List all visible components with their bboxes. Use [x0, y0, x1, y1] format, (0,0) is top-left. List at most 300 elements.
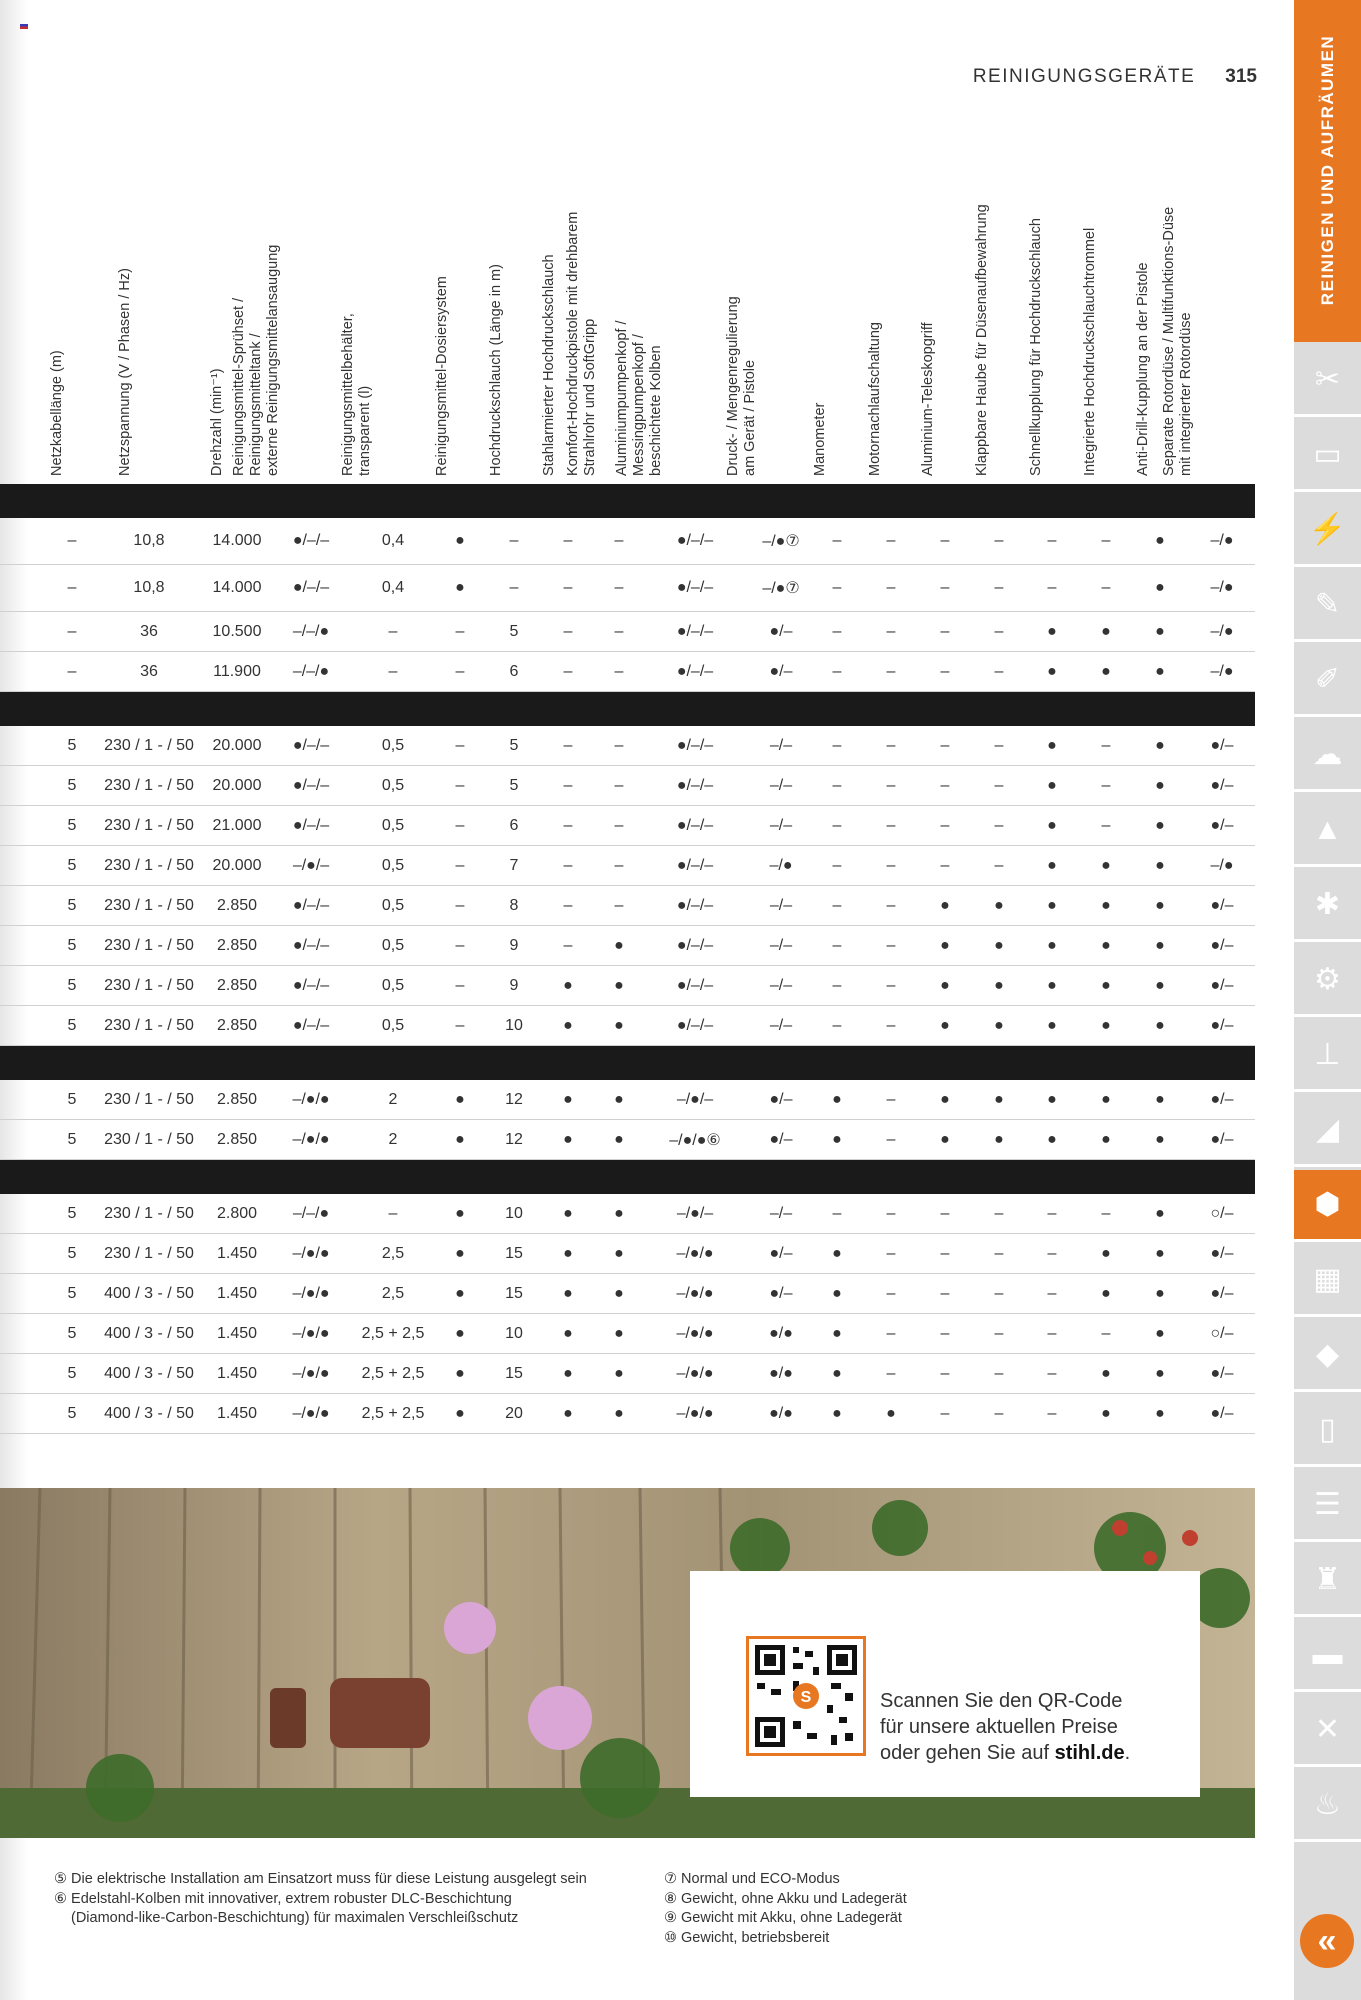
table-cell: 0,5 — [381, 936, 405, 954]
table-cell: ●/– — [769, 1130, 793, 1148]
table-cell: ● — [455, 1244, 465, 1262]
table-cell: –/●/● — [292, 1284, 330, 1302]
table-cell: ● — [832, 1284, 842, 1302]
table-cell: 15 — [505, 1244, 523, 1262]
sidebar-item-book[interactable] — [1294, 1470, 1361, 1542]
table-cell: 10,8 — [133, 532, 165, 549]
brushcutter-icon: ✱ — [1314, 888, 1341, 921]
table-cell: – — [67, 579, 77, 596]
sidebar-item-trimmer[interactable] — [1294, 645, 1361, 717]
table-cell: – — [994, 856, 1004, 874]
table-cell: ● — [1155, 532, 1165, 549]
table-cell: 14.000 — [212, 579, 262, 596]
table-cell: –/●⑦ — [762, 580, 800, 597]
table-cell: 15 — [505, 1364, 523, 1382]
table-cell: – — [994, 816, 1004, 834]
svg-text:S: S — [800, 1689, 812, 1706]
table-cell: – — [455, 776, 465, 794]
table-cell: – — [614, 816, 624, 834]
sidebar-item-pressure-washer[interactable] — [1294, 1170, 1361, 1242]
table-cell: 5 — [67, 1130, 77, 1148]
table-cell: – — [994, 1364, 1004, 1382]
table-cell: –/●/– — [676, 1090, 714, 1108]
table-cell: –/●/● — [676, 1364, 714, 1382]
table-cell: 5 — [67, 1284, 77, 1302]
table-cell: 5 — [67, 776, 77, 794]
table-cell: – — [614, 532, 624, 549]
table-cell: ● — [1155, 1364, 1165, 1382]
table-cell: 230 / 1 - / 50 — [104, 976, 194, 994]
sidebar-item-case[interactable] — [1294, 1620, 1361, 1692]
table-cell: – — [832, 896, 842, 914]
table-cell: ● — [1047, 622, 1057, 640]
table-cell: ● — [1155, 1090, 1165, 1108]
clothing-icon: ♜ — [1314, 1563, 1341, 1596]
table-cell: ●/– — [1210, 976, 1234, 994]
table-cell: – — [1101, 816, 1111, 834]
table-cell: – — [886, 856, 896, 874]
table-cell: –/– — [769, 816, 793, 834]
group-band — [0, 1046, 1255, 1080]
table-cell: ● — [1155, 776, 1165, 794]
table-cell: –/● — [1210, 856, 1234, 874]
sidebar-item-tools[interactable] — [1294, 345, 1361, 417]
trimmer-icon: ✐ — [1314, 663, 1341, 696]
table-cell: 20.000 — [212, 736, 262, 754]
table-cell: ●/– — [769, 1090, 793, 1108]
table-cell: – — [1047, 1204, 1057, 1222]
table-cell: – — [563, 936, 573, 954]
table-cell: – — [886, 1130, 896, 1148]
table-cell: ● — [563, 1204, 573, 1222]
table-cell: 10 — [505, 1324, 523, 1342]
table-cell: ●/–/– — [676, 662, 714, 680]
column-header-label: Motornachlaufschaltung — [867, 322, 883, 476]
footnote: ⑦ Normal und ECO-Modus — [664, 1871, 840, 1887]
table-cell: ● — [563, 1016, 573, 1034]
table-cell: – — [940, 736, 950, 754]
table-cell: ●/–/– — [292, 579, 330, 596]
sidebar-item-axe[interactable] — [1294, 1695, 1361, 1767]
table-cell: ● — [1047, 896, 1057, 914]
table-cell: ● — [1101, 1284, 1111, 1302]
table-cell: ● — [455, 532, 465, 549]
table-cell: –/●⑦ — [762, 533, 800, 550]
table-cell: – — [994, 736, 1004, 754]
table-cell: 36 — [140, 622, 158, 640]
table-cell: ● — [832, 1090, 842, 1108]
qr-line-3-suffix: . — [1124, 1742, 1131, 1764]
table-cell: – — [563, 622, 573, 640]
table-cell: 10 — [505, 1016, 523, 1034]
table-cell: – — [832, 1016, 842, 1034]
table-cell: ●/● — [769, 1324, 793, 1342]
table-cell: ● — [994, 976, 1004, 994]
sidebar-item-battery[interactable] — [1294, 420, 1361, 492]
table-cell: 230 / 1 - / 50 — [104, 896, 194, 914]
table-cell: 15 — [505, 1284, 523, 1302]
table-cell: – — [994, 1244, 1004, 1262]
sidebar-item-earth-auger[interactable] — [1294, 1020, 1361, 1092]
category-header[interactable] — [1294, 0, 1361, 342]
table-cell: – — [1101, 532, 1111, 549]
table-cell: ●/– — [1210, 1404, 1234, 1422]
table-cell: ● — [1101, 662, 1111, 680]
table-cell: 230 / 1 - / 50 — [104, 776, 194, 794]
column-header-label: Klappbare Haube für Düsenaufbewahrung — [974, 204, 990, 476]
table-cell: 7 — [509, 856, 519, 874]
table-cell: 5 — [67, 896, 77, 914]
sidebar-item-spray-bottle[interactable] — [1294, 1770, 1361, 1842]
table-cell: –/–/● — [292, 622, 330, 640]
table-cell: ● — [563, 1090, 573, 1108]
table-cell: 230 / 1 - / 50 — [104, 736, 194, 754]
table-cell: – — [614, 622, 624, 640]
table-cell: –/●/● — [292, 1244, 330, 1262]
table-cell: – — [940, 1284, 950, 1302]
table-cell: – — [455, 622, 465, 640]
table-cell: ● — [1101, 622, 1111, 640]
sidebar-item-clothing[interactable] — [1294, 1545, 1361, 1617]
column-header-label: Integrierte Hochdruckschlauchtrommel — [1082, 227, 1098, 476]
table-cell: ● — [1101, 1130, 1111, 1148]
table-cell: – — [940, 776, 950, 794]
table-cell: ● — [1155, 1404, 1165, 1422]
table-cell: ● — [1155, 1204, 1165, 1222]
table-cell: 1.450 — [216, 1324, 258, 1342]
table-cell: ● — [614, 1090, 624, 1108]
table-cell: –/● — [1210, 532, 1234, 549]
table-cell: ●/–/– — [676, 579, 714, 596]
table-cell: 0,5 — [381, 896, 405, 914]
table-cell: –/●/● — [676, 1244, 714, 1262]
table-cell: ● — [1155, 856, 1165, 874]
table-row — [0, 518, 1255, 565]
table-cell: ● — [455, 1090, 465, 1108]
table-cell: ● — [455, 1404, 465, 1422]
table-cell: – — [832, 622, 842, 640]
table-row — [0, 1194, 1255, 1234]
table-cell: 14.000 — [212, 532, 262, 549]
column-header-label: Reinigungsmittelbehälter, transparent (l) — [340, 313, 373, 476]
table-cell: – — [1047, 579, 1057, 596]
table-cell: – — [940, 1244, 950, 1262]
table-cell: 5 — [67, 1016, 77, 1034]
table-cell: – — [1101, 1204, 1111, 1222]
page-header — [973, 66, 1257, 88]
table-cell: – — [886, 1090, 896, 1108]
column-header-label: Manometer — [812, 402, 828, 476]
table-cell: – — [614, 896, 624, 914]
smartphone-icon: ▯ — [1319, 1413, 1336, 1446]
table-cell: 20 — [505, 1404, 523, 1422]
table-cell: ●/● — [769, 1364, 793, 1382]
table-cell: 5 — [67, 1404, 77, 1422]
table-cell: 0,5 — [381, 1016, 405, 1034]
table-cell: 5 — [67, 816, 77, 834]
column-header-label: Reinigungsmittel-Dosiersystem — [434, 276, 450, 476]
table-cell: ● — [455, 1204, 465, 1222]
case-icon: ▬ — [1312, 1637, 1343, 1671]
table-cell: – — [940, 662, 950, 680]
table-cell: ● — [614, 1204, 624, 1222]
table-cell: – — [940, 622, 950, 640]
footnote: ⑤ Die elektrische Installation am Einsatzort muss für diese Leistung ausgelegt sein — [54, 1871, 587, 1887]
table-cell: ●/–/– — [292, 936, 330, 954]
table-cell: –/● — [1210, 622, 1234, 640]
table-cell: 400 / 3 - / 50 — [104, 1404, 194, 1422]
table-cell: ● — [1047, 662, 1057, 680]
table-cell: ● — [832, 1130, 842, 1148]
qr-line-1: Scannen Sie den QR-Code — [880, 1690, 1123, 1712]
table-cell: ● — [563, 976, 573, 994]
table-cell: – — [832, 776, 842, 794]
table-cell: ● — [563, 1404, 573, 1422]
table-cell: 1.450 — [216, 1364, 258, 1382]
table-cell: – — [940, 1204, 950, 1222]
table-cell: ●/– — [1210, 736, 1234, 754]
table-cell: 1.450 — [216, 1244, 258, 1262]
table-row — [0, 926, 1255, 966]
table-cell: 2.800 — [216, 1204, 258, 1222]
table-cell: – — [1047, 1404, 1057, 1422]
table-row — [0, 1274, 1255, 1314]
tiller-icon: ⚙ — [1314, 963, 1341, 996]
table-cell: ●/– — [1210, 1364, 1234, 1382]
category-title: REINIGEN UND AUFRÄUMEN — [1317, 34, 1337, 306]
table-cell: ●/–/– — [676, 1016, 714, 1034]
table-cell: ●/–/– — [676, 622, 714, 640]
table-cell: – — [832, 856, 842, 874]
table-cell: – — [940, 579, 950, 596]
table-cell: 5 — [67, 1204, 77, 1222]
table-cell: 230 / 1 - / 50 — [104, 1244, 194, 1262]
cleaning-icon: ▦ — [1313, 1263, 1342, 1296]
table-cell: – — [940, 816, 950, 834]
table-cell: – — [455, 936, 465, 954]
table-cell: – — [1101, 776, 1111, 794]
table-cell: – — [886, 736, 896, 754]
table-cell: ● — [1047, 816, 1057, 834]
flag-icon — [20, 24, 28, 29]
table-cell: 2.850 — [216, 1130, 258, 1148]
table-cell: – — [886, 1204, 896, 1222]
table-cell: – — [940, 1364, 950, 1382]
table-cell: –/●/– — [292, 856, 330, 874]
table-cell: –/●/● — [676, 1404, 714, 1422]
table-cell: 20.000 — [212, 776, 262, 794]
group-band — [0, 1160, 1255, 1194]
table-cell: –/●/● — [292, 1404, 330, 1422]
table-cell: –/●/● — [676, 1284, 714, 1302]
group-band — [0, 484, 1255, 518]
blower-icon: ☁ — [1312, 738, 1343, 771]
table-cell: ● — [1101, 1244, 1111, 1262]
table-cell: –/–/● — [292, 662, 330, 680]
table-cell: –/● — [1210, 579, 1234, 596]
table-cell: – — [940, 532, 950, 549]
table-cell: –/– — [769, 776, 793, 794]
table-cell: ●/–/– — [292, 816, 330, 834]
table-cell: ●/–/– — [292, 532, 330, 549]
table-cell: – — [886, 1364, 896, 1382]
table-cell: ● — [1155, 622, 1165, 640]
table-cell: – — [614, 579, 624, 596]
table-cell: ●/– — [769, 1284, 793, 1302]
table-cell: – — [886, 1016, 896, 1034]
table-cell: – — [886, 896, 896, 914]
table-cell: ● — [1155, 736, 1165, 754]
table-cell: ● — [1047, 776, 1057, 794]
table-cell: ●/–/– — [292, 1016, 330, 1034]
table-cell: ● — [563, 1364, 573, 1382]
table-cell: –/– — [769, 736, 793, 754]
footnote: ⑨ Gewicht mit Akku, ohne Ladegerät — [664, 1910, 902, 1926]
table-cell: ●/–/– — [676, 896, 714, 914]
table-cell: ●/– — [1210, 1090, 1234, 1108]
table-cell: – — [940, 856, 950, 874]
table-cell: – — [455, 1016, 465, 1034]
table-cell: ● — [940, 976, 950, 994]
table-cell: – — [994, 662, 1004, 680]
table-cell: – — [455, 662, 465, 680]
sidebar-item-hedge-trimmer[interactable] — [1294, 570, 1361, 642]
sidebar-item-lawnmower[interactable] — [1294, 795, 1361, 867]
sidebar-item-shredder[interactable] — [1294, 1320, 1361, 1392]
book-icon: ☰ — [1314, 1488, 1341, 1521]
table-cell: –/●/– — [676, 1204, 714, 1222]
table-cell: 5 — [67, 936, 77, 954]
table-cell: ● — [1155, 816, 1165, 834]
sidebar-item-chainsaw[interactable] — [1294, 495, 1361, 567]
table-cell: 2,5 — [381, 1244, 405, 1262]
table-cell: – — [832, 1204, 842, 1222]
table-cell: ●/– — [1210, 1284, 1234, 1302]
qr-code[interactable] — [746, 1636, 866, 1756]
table-cell: ●/–/– — [676, 816, 714, 834]
table-cell: ● — [994, 936, 1004, 954]
table-cell: –/● — [769, 856, 793, 874]
category-sidebar — [1294, 0, 1361, 2000]
table-cell: ● — [994, 1016, 1004, 1034]
table-row — [0, 1080, 1255, 1120]
table-cell: ● — [1047, 1090, 1057, 1108]
table-cell: –/– — [769, 1204, 793, 1222]
table-row — [0, 1234, 1255, 1274]
table-cell: ●/–/– — [676, 856, 714, 874]
table-cell: – — [1047, 1364, 1057, 1382]
table-cell: ● — [1101, 1404, 1111, 1422]
column-header-label: Separate Rotordüse / Multifunktions-Düse mit integrierter Rotordüse — [1161, 206, 1194, 476]
table-cell: – — [994, 1324, 1004, 1342]
table-cell: – — [832, 579, 842, 596]
earth-auger-icon: ⊥ — [1314, 1038, 1341, 1071]
sidebar-item-tiller[interactable] — [1294, 945, 1361, 1017]
table-cell: ●/● — [769, 1404, 793, 1422]
table-cell: 8 — [509, 896, 519, 914]
table-cell: – — [1101, 579, 1111, 596]
hedge-trimmer-icon: ✎ — [1314, 588, 1341, 621]
table-cell: – — [563, 816, 573, 834]
column-header-label: Aluminiumpumpenkopf / Messingpumpenkopf / beschichtete Kolben — [614, 320, 664, 476]
table-cell: ● — [1155, 662, 1165, 680]
qr-line-2: für unsere aktuellen Preise — [880, 1716, 1118, 1738]
table-cell: ● — [614, 1284, 624, 1302]
table-header — [0, 140, 1255, 480]
back-button[interactable] — [1300, 1914, 1354, 1968]
table-cell: ● — [940, 1016, 950, 1034]
footnotes-left — [54, 1870, 587, 1929]
table-cell: – — [886, 816, 896, 834]
table-cell: ● — [614, 1364, 624, 1382]
table-cell: 21.000 — [212, 816, 262, 834]
table-cell: ● — [1101, 1016, 1111, 1034]
table-cell: 6 — [509, 662, 519, 680]
table-cell: – — [886, 579, 896, 596]
table-cell: 0,5 — [381, 736, 405, 754]
column-header-label: Drehzahl (min⁻¹) — [209, 368, 225, 476]
table-cell: 5 — [67, 1244, 77, 1262]
table-row — [0, 1006, 1255, 1046]
table-cell: ● — [563, 1244, 573, 1262]
chainsaw-icon: ⚡ — [1308, 513, 1347, 546]
table-cell: 1.450 — [216, 1284, 258, 1302]
sidebar-item-cleaning[interactable] — [1294, 1245, 1361, 1317]
sidebar-item-blower[interactable] — [1294, 720, 1361, 792]
table-cell: 5 — [67, 1324, 77, 1342]
sidebar-item-vacuum[interactable] — [1294, 1095, 1361, 1167]
table-cell: – — [994, 1204, 1004, 1222]
table-cell: ● — [614, 976, 624, 994]
sidebar-item-smartphone[interactable] — [1294, 1395, 1361, 1467]
table-cell: ● — [1101, 1364, 1111, 1382]
footnote: ⑥ Edelstahl-Kolben mit innovativer, extrem robuster DLC-Beschichtung — [54, 1890, 512, 1907]
table-cell: ●/– — [1210, 816, 1234, 834]
table-cell: ● — [940, 1090, 950, 1108]
battery-icon: ▭ — [1313, 438, 1342, 471]
table-cell: 2.850 — [216, 936, 258, 954]
table-cell: ●/–/– — [676, 776, 714, 794]
table-cell: ● — [1101, 896, 1111, 914]
column-header-label: Reinigungsmittel-Sprühset / Reinigungsmitteltank / externe Reinigungsmittelansaugung — [231, 244, 281, 476]
table-row — [0, 1394, 1255, 1434]
stihl-link[interactable]: stihl.de — [1054, 1742, 1125, 1764]
table-cell: 5 — [67, 736, 77, 754]
table-cell: – — [886, 1284, 896, 1302]
table-cell: – — [994, 776, 1004, 794]
table-cell: ●/– — [769, 1244, 793, 1262]
table-cell: – — [509, 579, 519, 596]
table-cell: ● — [832, 1404, 842, 1422]
table-cell: – — [614, 662, 624, 680]
column-header-label: Stahlarmierter Hochdruckschlauch — [541, 254, 557, 476]
column-header-label: Hochdruckschlauch (Länge in m) — [488, 264, 504, 476]
table-cell: ●/–/– — [292, 776, 330, 794]
column-header-label: Aluminium-Teleskopgriff — [920, 322, 936, 476]
table-cell: – — [994, 579, 1004, 596]
table-cell: 230 / 1 - / 50 — [104, 1204, 194, 1222]
column-header-label: Netzkabellänge (m) — [49, 350, 65, 476]
pressure-washer-icon: ⬢ — [1314, 1188, 1341, 1221]
table-cell: – — [940, 1324, 950, 1342]
sidebar-item-brushcutter[interactable] — [1294, 870, 1361, 942]
table-cell: ● — [832, 1244, 842, 1262]
table-cell: ●/–/– — [292, 976, 330, 994]
table-cell: ● — [614, 936, 624, 954]
table-cell: ●/– — [1210, 776, 1234, 794]
table-cell: – — [614, 856, 624, 874]
table-cell: – — [563, 579, 573, 596]
